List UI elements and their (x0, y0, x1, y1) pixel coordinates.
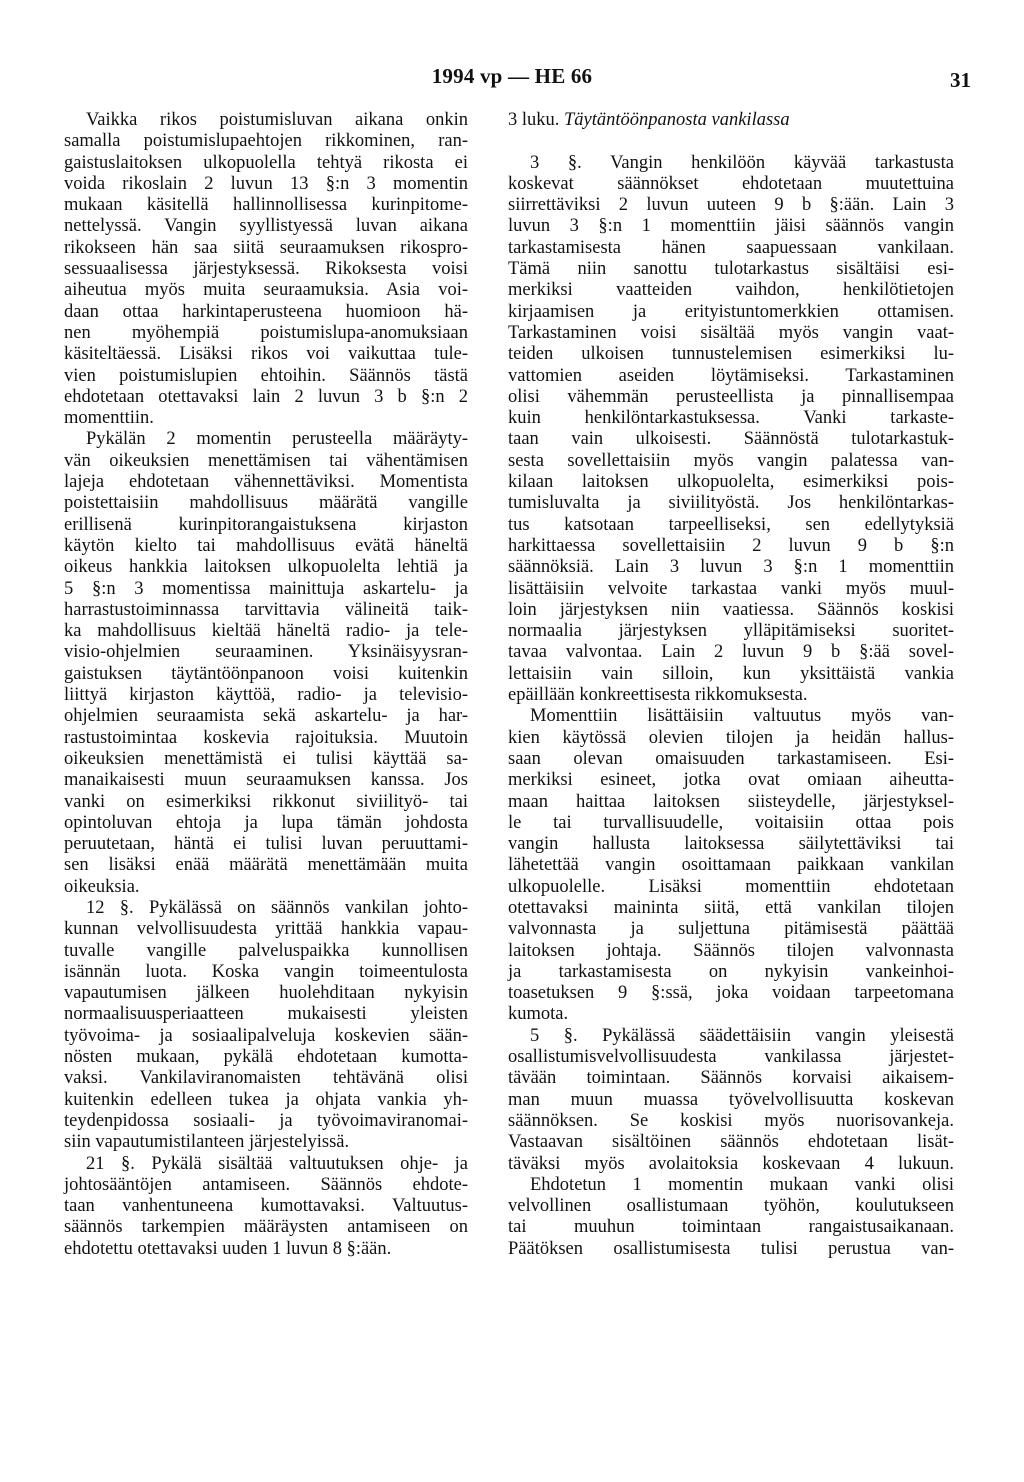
text-line: oikeus hankkia laitoksen ulkopuolelta lehtiä ja (64, 557, 468, 578)
text-line: nösten mukaan, pykälä ehdotetaan kumotta- (64, 1047, 468, 1068)
text-line: olisi vähemmän perusteellista ja pinnallisempaa (508, 386, 954, 407)
text-line: 12 §. Pykälässä on säännös vankilan johto- (86, 897, 468, 918)
text-line: merkiksi esineet, jotka ovat omiaan aiheutta- (508, 770, 954, 791)
text-line: kumota. (508, 1004, 569, 1025)
text-line: maan haittaa laitoksen siisteydelle, järjestyksel- (508, 791, 954, 812)
text-line: harkittaessa sovellettaisiin 2 luvun 9 b §:n (508, 535, 954, 556)
text-line: taan vanhentuneena kumottavaksi. Valtuutus- (64, 1196, 468, 1217)
text-line: Tarkastaminen voisi sisältää myös vangin vaat- (508, 322, 954, 343)
text-line: ja tarkastamisesta on nykyisin vankeinhoi- (508, 961, 954, 982)
text-line: gaistuksen täytäntöönpanoon voisi kuitenkin (64, 663, 468, 684)
text-line: Päätöksen osallistumisesta tulisi perustua van- (508, 1238, 954, 1259)
text-line: kunnan velvollisuudesta yrittää hankkia vapau- (64, 919, 468, 940)
text-line: käsiteltäessä. Lisäksi rikos voi vaikuttaa tule- (64, 344, 468, 365)
section-heading-spacer (508, 131, 954, 152)
text-line: normaalia järjestyksen ylläpitämiseksi suoritet- (508, 621, 954, 642)
text-line: koskevat säännökset ehdotetaan muutettuina (508, 173, 954, 194)
text-line: toasetuksen 9 §:ssä, joka voidaan tarpeetomana (508, 983, 954, 1004)
text-line: käytön kielto tai mahdollisuus evätä häneltä (64, 535, 468, 556)
section-heading-title: Täytäntöönpanosta vankilassa (564, 110, 790, 130)
text-line: lettaisiin vain silloin, kun yksittäistä vankia (508, 663, 954, 684)
text-line: tavaa valvontaa. Lain 2 luvun 9 b §:ää sovel- (508, 642, 954, 663)
left-text-column (64, 110, 468, 1260)
text-line: oikeuksia. (64, 876, 140, 897)
text-line: poistettaisiin mahdollisuus määrätä vangille (64, 493, 468, 514)
text-line: otettavaksi maininta siitä, että vankilan tilojen (508, 897, 954, 918)
text-line: nettelyssä. Vangin syyllistyessä luvan aikana (64, 216, 468, 237)
text-line: rastustoimintaa koskevia rajoituksia. Muutoin (64, 727, 468, 748)
text-line: erillisenä kurinpitorangaistuksena kirjaston (64, 514, 468, 535)
text-line: epäillään konkreettisesta rikkomuksesta. (508, 685, 808, 706)
text-line: vapautumisen jälkeen huolehditaan nykyisin (64, 983, 468, 1004)
text-line: nen myöhempiä poistumislupa-anomuksiaan (64, 322, 468, 343)
text-line: samalla poistumislupaehtojen rikkominen, ran- (64, 131, 468, 152)
text-line: kuitenkin edelleen tukea ja ohjata vankia yh- (64, 1089, 468, 1110)
text-line: ulkopuolelle. Lisäksi momenttiin ehdotetaan (508, 876, 954, 897)
text-line: Ehdotetun 1 momentin mukaan vanki olisi (530, 1174, 954, 1195)
text-line: täväksi myös avolaitoksia koskevaan 4 lukuun. (508, 1153, 954, 1174)
text-line: liittyä kirjaston käyttöä, radio- ja televisio- (64, 685, 468, 706)
text-line: merkiksi vaatteiden vaihdon, henkilötietojen (508, 280, 954, 301)
text-line: visio-ohjelmien seuraaminen. Yksinäisyysran- (64, 642, 468, 663)
text-line: 5 §. Pykälässä säädettäisiin vangin yleisestä (530, 1025, 954, 1046)
text-line: laitoksen johtaja. Säännös tilojen valvonnasta (508, 940, 954, 961)
section-heading-number: 3 luku. (508, 110, 560, 130)
text-line: siin vapautumistilanteen järjestelyissä. (64, 1132, 350, 1153)
text-line: mukaan käsitellä hallinnollisessa kurinpitome- (64, 195, 468, 216)
text-line: 21 §. Pykälä sisältää valtuutuksen ohje- ja (86, 1153, 468, 1174)
text-line: le tai turvallisuudelle, voitaisiin ottaa pois (508, 812, 954, 833)
text-line: gaistuslaitoksen ulkopuolella tehtyä rikosta ei (64, 152, 468, 173)
text-line: ehdotettu otettavaksi uuden 1 luvun 8 §:ään. (64, 1238, 392, 1259)
text-line: säännös tarkempien määräysten antamiseen on (64, 1217, 468, 1238)
text-line: luvun 3 §:n 1 momenttiin jäisi säännös vangin (508, 216, 954, 237)
text-line: momenttiin. (64, 408, 154, 429)
text-line: ehdotetaan otettavaksi lain 2 luvun 3 b §:n 2 (64, 386, 468, 407)
text-line: oikeuksien menettämistä ei tulisi käyttää sa- (64, 748, 468, 769)
text-line: loin järjestyksen niin vaatiessa. Säännös koskisi (508, 599, 954, 620)
text-line: Tämä niin sanottu tulotarkastus sisältäisi esi- (508, 259, 954, 280)
text-line: isännän luota. Koska vangin toimeentulosta (64, 961, 468, 982)
text-line: johtosääntöjen antamiseen. Säännös ehdote- (64, 1174, 468, 1195)
text-line: vän oikeuksien menettämisen tai vähentämisen (64, 450, 468, 471)
text-line: saan olevan omaisuuden tarkastamiseen. Esi- (508, 748, 954, 769)
text-line: työvoima- ja sosiaalipalveluja koskevien sään- (64, 1025, 468, 1046)
text-line: lajeja ehdotetaan vähennettäviksi. Momentista (64, 472, 468, 493)
text-line: aiheutua myös muita seuraamuksia. Asia voi- (64, 280, 468, 301)
section-heading (508, 110, 954, 131)
text-line: kien käytössä olevien tilojen ja heidän hallus- (508, 727, 954, 748)
text-line: kirjaamisen ja erityistuntomerkkien ottamisen. (508, 301, 954, 322)
text-line: teiden ulkoisen tunnustelemisen esimerkiksi lu- (508, 344, 954, 365)
text-line: Vaikka rikos poistumisluvan aikana onkin (86, 110, 468, 130)
right-text-column (508, 110, 954, 1260)
text-line: harrastustoiminnassa tarvittavia välineitä taik- (64, 599, 468, 620)
running-header-title: 1994 vp — HE 66 (431, 64, 593, 88)
text-line: osallistumisvelvollisuudesta vankilassa järjestet- (508, 1047, 954, 1068)
text-line: rikokseen hän saa siitä seuraamuksen rikospro- (64, 237, 468, 258)
text-line: voida rikoslain 2 luvun 13 §:n 3 momentin (64, 173, 468, 194)
text-line: siirrettäviksi 2 luvun uuteen 9 b §:ään. Lain 3 (508, 195, 954, 216)
text-line: sesta sovellettaisiin myös vangin palatessa van- (508, 450, 954, 471)
text-line: kuin henkilöntarkastuksessa. Vanki tarkaste- (508, 408, 954, 429)
text-line: ka mahdollisuus kieltää häneltä radio- ja tele- (64, 621, 468, 642)
text-line: sen lisäksi enää määrätä menettämään muita (64, 855, 468, 876)
text-line: velvollinen osallistumaan työhön, koulutukseen (508, 1196, 954, 1217)
text-line: Pykälän 2 momentin perusteella määräyty- (86, 429, 468, 450)
text-line: opintoluvan ehtoja ja lupa tämän johdosta (64, 812, 468, 833)
text-line: kilaan laitoksen ulkopuolelta, esimerkiksi pois- (508, 472, 954, 493)
text-line: Vastaavan sisältöinen säännös ehdotetaan lisät- (508, 1132, 954, 1153)
text-line: vaksi. Vankilaviranomaisten tehtävänä olisi (64, 1068, 468, 1089)
text-line: normaalisuusperiaatteen mukaisesti yleisten (64, 1004, 468, 1025)
text-line: peruutetaan, häntä ei tulisi luvan peruuttami- (64, 834, 468, 855)
text-line: ohjelmien seuraamista sekä askartelu- ja har- (64, 706, 468, 727)
text-line: vangin hallusta laitoksessa säilytettäviksi tai (508, 834, 954, 855)
text-line: tuvalle vangille palveluspaikka kunnollisen (64, 940, 468, 961)
text-line: 3 §. Vangin henkilöön käyvää tarkastusta (530, 152, 954, 173)
text-line: man muun muassa työvelvollisuutta koskevan (508, 1089, 954, 1110)
text-line: tai muuhun toimintaan rangaistusaikanaan. (508, 1217, 954, 1238)
text-line: vattomien aseiden löytämiseksi. Tarkastaminen (508, 365, 954, 386)
text-line: tävään toimintaan. Säännös korvaisi aikaisem- (508, 1068, 954, 1089)
text-line: manaikaisesti muun seuraamuksen kanssa. Jos (64, 770, 468, 791)
text-line: tus katsotaan tarpeelliseksi, sen edellytyksiä (508, 514, 954, 535)
text-line: daan ottaa harkintaperusteena huomioon hä- (64, 301, 468, 322)
text-line: vien poistumislupien ehtoihin. Säännös tästä (64, 365, 468, 386)
text-line: sessuaalisessa järjestyksessä. Rikoksesta voisi (64, 259, 468, 280)
text-line: valvonnasta ja suljettuna pitämisestä päättää (508, 919, 954, 940)
page-number: 31 (950, 68, 971, 92)
text-line: lisättäisiin velvoite tarkastaa vanki myös muul- (508, 578, 954, 599)
text-line: Momenttiin lisättäisiin valtuutus myös van- (530, 706, 954, 727)
text-line: vanki on esimerkiksi rikkonut siviilityö- tai (64, 791, 468, 812)
text-line: 5 §:n 3 momentissa mainittuja askartelu- ja (64, 578, 468, 599)
text-line: lähetettää vangin osoittamaan paikkaan vankilan (508, 855, 954, 876)
text-line: säännöksiä. Lain 3 luvun 3 §:n 1 momenttiin (508, 557, 954, 578)
text-line: tumisluvalta ja siviilityöstä. Jos henkilöntarkas- (508, 493, 954, 514)
text-line: säännöksen. Se koskisi myös nuorisovankeja. (508, 1110, 954, 1131)
text-line: tarkastamisesta hänen saapuessaan vankilaan. (508, 237, 954, 258)
text-line: teydenpidossa sosiaali- ja työvoimaviranomai- (64, 1110, 468, 1131)
text-line: taan vain ulkoisesti. Säännöstä tulotarkastuk- (508, 429, 954, 450)
